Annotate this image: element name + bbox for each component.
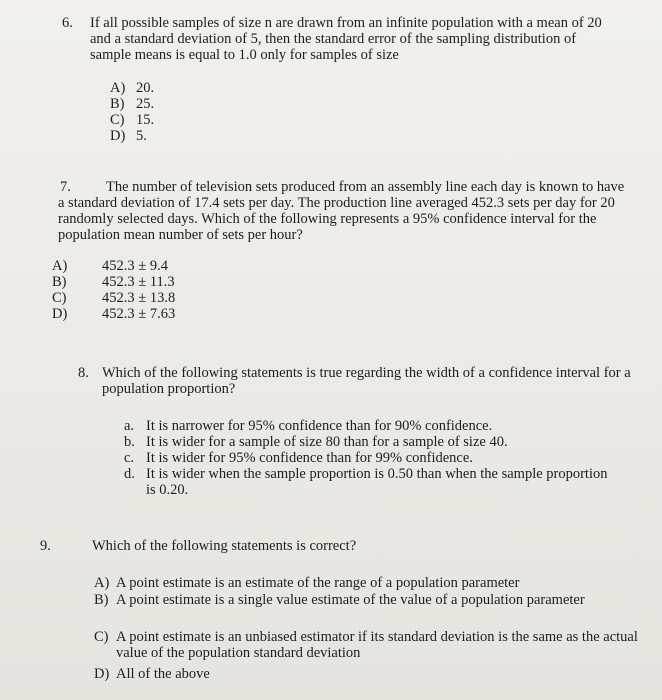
- question-8-number: 8.: [78, 365, 89, 381]
- option-label: d.: [124, 466, 135, 482]
- question-8-option-a[interactable]: [124, 418, 492, 434]
- question-7-option-a[interactable]: [52, 258, 168, 274]
- question-8-option-c[interactable]: [124, 450, 473, 466]
- option-label: C): [52, 290, 67, 306]
- question-7-number: 7.: [60, 179, 71, 195]
- option-text: 25.: [136, 96, 155, 112]
- option-text: 15.: [136, 112, 155, 128]
- question-9-stem: Which of the following statements is correct?: [92, 538, 357, 554]
- option-text: 452.3 ± 9.4: [102, 258, 168, 274]
- question-9-option-a[interactable]: [94, 575, 519, 591]
- option-label: B): [94, 592, 109, 608]
- option-label: B): [52, 274, 67, 290]
- option-text: 452.3 ± 13.8: [102, 290, 176, 306]
- option-label: D): [110, 128, 126, 144]
- option-text: 5.: [136, 128, 147, 144]
- option-text: It is wider for 95% confidence than for 99% confidence.: [146, 450, 473, 466]
- option-text: It is wider for a sample of size 80 than for a sample of size 40.: [146, 434, 508, 450]
- option-label: b.: [124, 434, 135, 450]
- question-9-option-c[interactable]: [94, 629, 642, 661]
- option-text: A point estimate is an unbiased estimator if its standard deviation is the same as the actual value of the population standard deviation: [116, 629, 638, 661]
- question-8-option-d[interactable]: [124, 466, 614, 498]
- option-text: It is wider when the sample proportion is 0.50 than when the sample proportion is 0.20.: [146, 466, 608, 498]
- question-6-option-a[interactable]: [110, 80, 154, 96]
- question-8-option-b[interactable]: [124, 434, 508, 450]
- option-text: A point estimate is a single value estimate of the value of a population parameter: [116, 592, 585, 608]
- question-9-option-d[interactable]: [94, 666, 210, 682]
- question-8-stem: Which of the following statements is true regarding the width of a confidence interval for a population proportion?: [102, 365, 631, 397]
- option-text: 452.3 ± 7.63: [102, 306, 176, 322]
- option-label: C): [94, 629, 109, 645]
- option-label: a.: [124, 418, 135, 434]
- option-text: 452.3 ± 11.3: [102, 274, 175, 290]
- option-label: C): [110, 112, 125, 128]
- option-text: A point estimate is an estimate of the range of a population parameter: [116, 575, 520, 591]
- option-label: A): [52, 258, 68, 274]
- question-9-number: 9.: [40, 538, 51, 554]
- option-label: c.: [124, 450, 135, 466]
- question-6-option-b[interactable]: [110, 96, 154, 112]
- option-text: All of the above: [116, 666, 210, 682]
- question-9-option-b[interactable]: [94, 592, 642, 608]
- question-6-stem: If all possible samples of size n are drawn from an infinite population with a mean of 20 and a standard deviation of 5, then the standard error of the sampling distribution of sample means is equal to 1.0 only for samples of size: [90, 15, 602, 63]
- question-7-option-b[interactable]: [52, 274, 175, 290]
- question-7-stem: The number of television sets produced from an assembly line each day is known to have a standard deviation of 17.4 sets per day. The production line averaged 452.3 sets per day for 20 randomly selected days. Which of the following represents a 95% confidence interval for the population mean number of sets per hour?: [58, 179, 625, 243]
- question-7-option-c[interactable]: [52, 290, 175, 306]
- option-label: A): [110, 80, 126, 96]
- question-6-option-c[interactable]: [110, 112, 154, 128]
- option-label: A): [94, 575, 110, 591]
- option-label: B): [110, 96, 125, 112]
- question-6-option-d[interactable]: [110, 128, 147, 144]
- question-7-option-d[interactable]: [52, 306, 175, 322]
- option-label: D): [52, 306, 68, 322]
- question-6-number: 6.: [62, 15, 73, 31]
- option-text: 20.: [136, 80, 155, 96]
- option-label: D): [94, 666, 110, 682]
- option-text: It is narrower for 95% confidence than for 90% confidence.: [146, 418, 493, 434]
